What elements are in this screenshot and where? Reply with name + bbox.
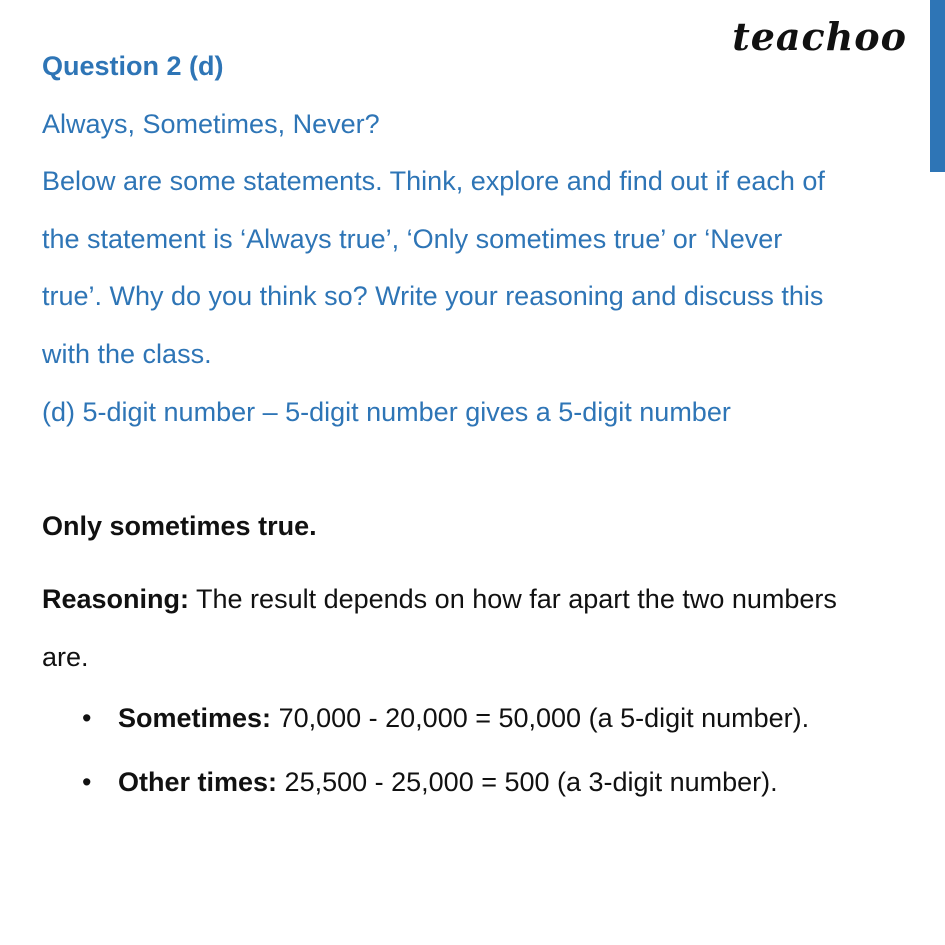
scrollbar-track[interactable]	[930, 0, 945, 945]
reasoning-label: Reasoning:	[42, 584, 190, 614]
bullet-icon: •	[82, 703, 92, 733]
question-title: Question 2 (d)	[42, 51, 224, 81]
question-statement-d: (d) 5-digit number – 5-digit number gives a 5-digit number	[42, 396, 731, 427]
bullet-label: Sometimes:	[118, 703, 272, 733]
question-line: true’. Why do you think so? Write your reasoning and discuss this	[42, 281, 824, 312]
reasoning-paragraph	[42, 570, 902, 686]
question-line: Always, Sometimes, Never?	[42, 108, 380, 139]
list-item	[42, 698, 902, 738]
question-block	[42, 38, 902, 441]
scrollbar-thumb[interactable]	[930, 0, 945, 172]
reasoning-text: The result depends on how far apart the two numbers	[189, 584, 837, 614]
question-line: the statement is ‘Always true’, ‘Only sometimes true’ or ‘Never	[42, 223, 783, 254]
question-line: Below are some statements. Think, explore and find out if each of	[42, 166, 825, 197]
bullet-label: Other times:	[118, 767, 278, 797]
examples-list	[42, 698, 902, 802]
bullet-text: 25,500 - 25,000 = 500 (a 3-digit number).	[277, 767, 778, 797]
answer-heading: Only sometimes true.	[42, 511, 317, 541]
teachoo-logo: teachoo	[732, 14, 907, 59]
bullet-icon: •	[82, 767, 92, 797]
bullet-text: 70,000 - 20,000 = 50,000 (a 5-digit number).	[271, 703, 810, 733]
list-item	[42, 762, 902, 802]
reasoning-text-continued: are.	[42, 642, 89, 672]
answer-block	[42, 506, 902, 826]
question-line: with the class.	[42, 338, 212, 369]
